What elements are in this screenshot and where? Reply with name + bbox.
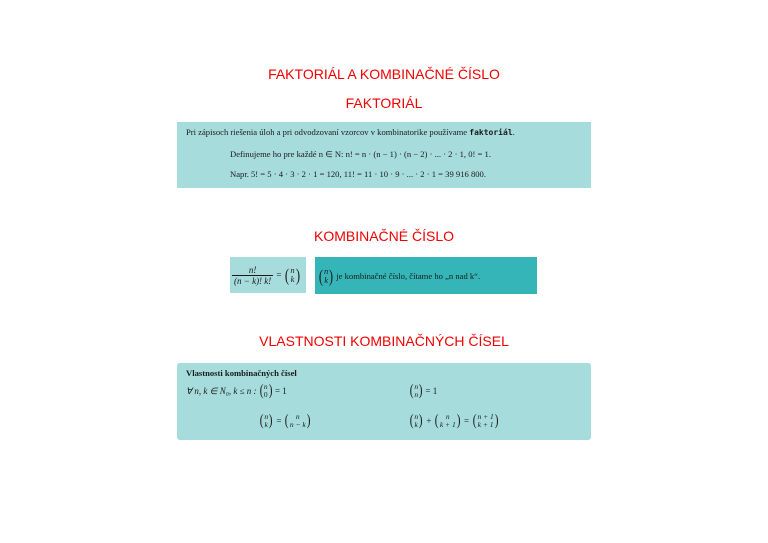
p4-b-top: n bbox=[445, 412, 450, 421]
properties-box bbox=[177, 363, 591, 440]
p4-a-binomial: ( n k ) bbox=[409, 412, 423, 429]
description-text: je kombinačné číslo, čítame ho „n nad k“. bbox=[336, 271, 481, 281]
p4-c-bottom: k + 1 bbox=[477, 420, 494, 429]
combination-formula bbox=[232, 260, 301, 290]
binom-top: n bbox=[290, 265, 295, 275]
p3-lhs-bottom: k bbox=[264, 420, 268, 429]
p4-b-bottom: k + 1 bbox=[439, 420, 456, 429]
p4-b-binomial: ( n k + 1 ) bbox=[435, 412, 461, 429]
p3-equals: = bbox=[276, 416, 282, 426]
factorial-keyword: faktoriál bbox=[469, 128, 513, 137]
p3-lhs-top: n bbox=[264, 412, 269, 421]
p1-rhs: = 1 bbox=[274, 386, 287, 396]
factorial-intro-end: . bbox=[512, 127, 515, 137]
p1-binomial: ( n 0 ) bbox=[259, 382, 273, 399]
factorial-box bbox=[177, 122, 591, 188]
main-title: FAKTORIÁL A KOMBINAČNÉ ČÍSLO bbox=[268, 66, 500, 82]
p4-a-bottom: k bbox=[414, 420, 418, 429]
p1-top: n bbox=[263, 382, 268, 391]
p3-rhs-bottom: n − k bbox=[289, 420, 306, 429]
p4-c-binomial: ( n + 1 k + 1 ) bbox=[472, 412, 499, 429]
p4-a-top: n bbox=[414, 412, 419, 421]
factorial-intro bbox=[186, 127, 515, 137]
p3-rhs-top: n bbox=[295, 412, 300, 421]
p4-plus: + bbox=[426, 416, 432, 426]
formula-denominator: (n − k)! k! bbox=[234, 275, 272, 286]
formula-binomial: ( n k ) bbox=[285, 265, 300, 285]
binom-bottom: k bbox=[290, 274, 295, 284]
description-binomial: ( n k ) bbox=[318, 266, 334, 286]
description-binom-top: n bbox=[324, 266, 329, 276]
property-2 bbox=[409, 380, 437, 402]
combination-description-box bbox=[315, 257, 537, 294]
combination-heading: KOMBINAČNÉ ČÍSLO bbox=[313, 228, 455, 244]
p3-rhs-binomial: ( n n − k ) bbox=[285, 412, 311, 429]
p3-lhs-binomial: ( n k ) bbox=[259, 412, 273, 429]
properties-condition: ∀ n, k ∈ N₀, k ≤ n : bbox=[186, 385, 257, 396]
combination-description bbox=[318, 261, 480, 291]
p2-bottom: n bbox=[414, 390, 419, 399]
factorial-definition: Definujeme ho pre každé n ∈ N: n! = n · (n − 1) · (n − 2) · ... · 2 · 1, 0! = 1. bbox=[230, 149, 491, 159]
factorial-heading: FAKTORIÁL bbox=[345, 95, 423, 111]
p2-top: n bbox=[414, 382, 419, 391]
p4-c-top: n + 1 bbox=[477, 412, 494, 421]
p2-rhs: = 1 bbox=[425, 386, 438, 396]
formula-equals: = bbox=[276, 270, 282, 280]
property-4 bbox=[409, 409, 499, 433]
p1-bottom: 0 bbox=[263, 390, 268, 399]
property-3 bbox=[259, 409, 311, 433]
factorial-intro-text: Pri zápisoch riešenia úloh a pri odvodzovaní vzorcov v kombinatorike používame bbox=[186, 127, 470, 137]
description-binom-bottom: k bbox=[324, 275, 329, 285]
formula-fraction bbox=[232, 265, 273, 286]
properties-heading: VLASTNOSTI KOMBINAČNÝCH ČÍSEL bbox=[259, 333, 509, 349]
factorial-example: Napr. 5! = 5 · 4 · 3 · 2 · 1 = 120, 11! = 11 · 10 · 9 · ... · 2 · 1 = 39 916 800. bbox=[230, 169, 486, 179]
p4-equals: = bbox=[464, 416, 470, 426]
formula-numerator: n! bbox=[248, 264, 257, 275]
p2-binomial: ( n n ) bbox=[409, 382, 423, 399]
properties-title: Vlastnosti kombinačných čísel bbox=[186, 368, 297, 378]
property-1 bbox=[186, 380, 287, 402]
